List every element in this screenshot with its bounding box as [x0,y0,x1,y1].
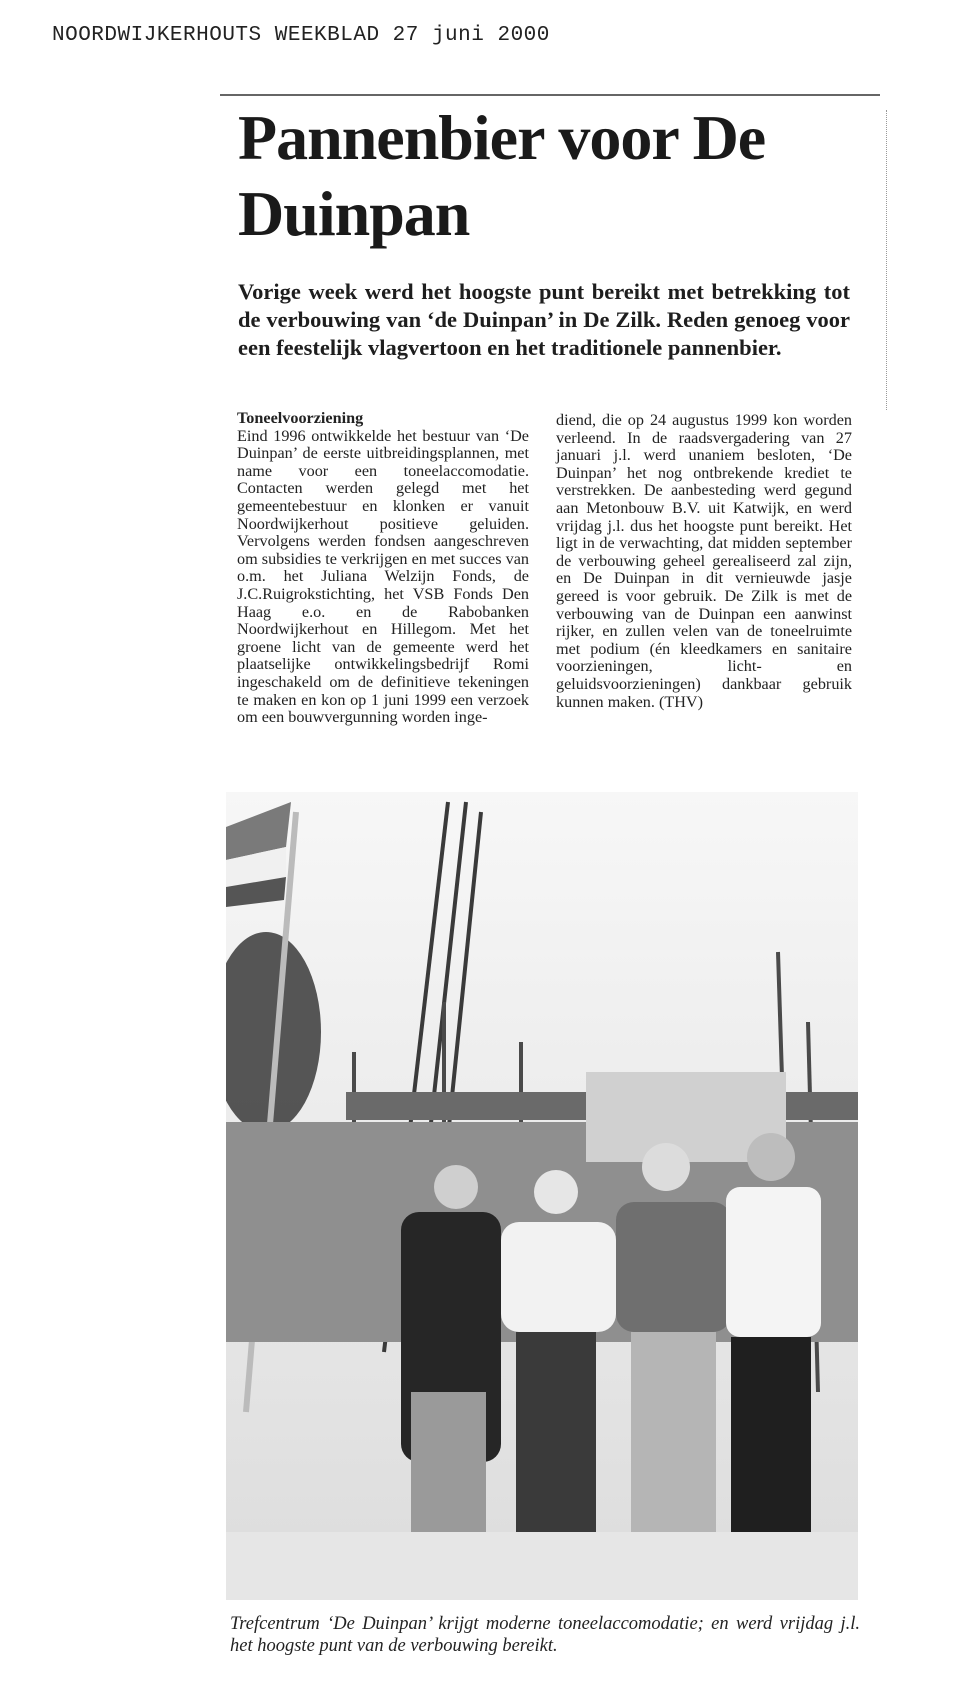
construction-site-photo [226,792,858,1600]
article-headline: Pannenbier voor De Duinpan [238,102,766,249]
adjacent-article-fragment [880,110,900,410]
article-intro: Vorige week werd het hoogste punt bereikt met betrekking tot de verbouwing van ‘de Duinpan’ in De Zilk. Reden genoeg voor een feestelijk vlagvertoon en het traditionele pannenbier. [238,279,850,360]
column-left-text: Eind 1996 ontwikkelde het bestuur van ‘De Duinpan’ de eerste uitbreidingsplannen, met name voor een toneelaccomodatie. Contacten werden gelegd met het gemeentebestuur en klonken er vanuit Noordwijkerhout positieve geluiden. Vervolgens werden fondsen aangeschreven om subsidies te verkrijgen en met succes van o.m. het Juliana Welzijn Fonds, de J.C.Ruigrokstichting, het VSB Fonds Den Haag e.o. en de Rabobanken Noordwijkerhout en Hillegom. Met het groene licht van de gemeente werd het plaatselijke ontwikkelingsbedrijf Romi ingeschakeld om de definitieve tekeningen te maken en kon op 1 juni 1999 een verzoek om een bouwvergunning worden inge- [237,426,529,727]
newspaper-masthead: NOORDWIJKERHOUTS WEEKBLAD 27 juni 2000 [52,24,550,47]
article-photo [226,792,858,1600]
photo-caption: Trefcentrum ‘De Duinpan’ krijgt moderne toneelaccomodatie; en werd vrijdag j.l. het hoogste punt van de verbouwing bereikt. [230,1614,860,1656]
article-column-left [237,410,529,727]
foreground-ledge [226,1532,858,1600]
article-column-right [556,412,852,711]
article-subheading: Toneelvoorziening [237,409,364,427]
column-right-text: diend, die op 24 augustus 1999 kon worden verleend. In de raadsvergadering van 27 januari j.l. werd unaniem besloten, ‘De Duinpan’ het nog ontbrekende krediet te verstrekken. De aanbesteding werd gegund aan Metonbouw B.V. uit Katwijk, en werd vrijdag j.l. dus het hoogste punt bereikt. Het ligt in de verwachting, dat midden september de verbouwing geheel gerealiseerd zal zijn, en De Duinpan in dit vernieuwde jasje gereed is voor gebruik. De Zilk is met de verbouwing van de Duinpan een aanwinst rijker, en zullen velen van de toneelruimte met podium (én kleedkamers en sanitaire voorzieningen, licht- en geluidsvoorzieningen) dankbaar gebruik kunnen maken. (THV) [556,411,852,711]
top-rule-divider [220,94,880,96]
